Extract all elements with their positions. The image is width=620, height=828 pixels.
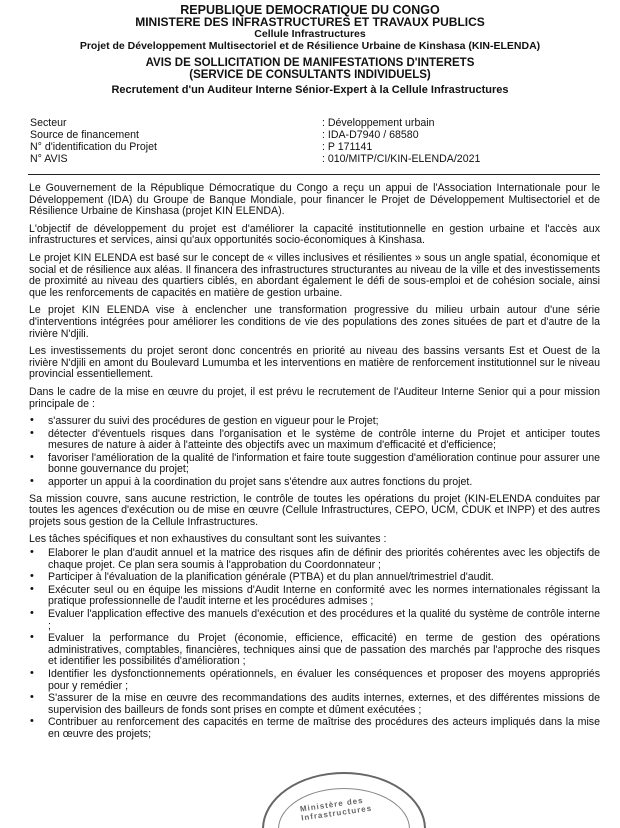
list-item-text: Participer à l'évaluation de la planification générale (PTBA) et du plan annuel/trimestriel d'audit.: [48, 571, 494, 584]
list-item: [29, 717, 600, 740]
list-item-text: Identifier les dysfonctionnements opérationnels, en évaluer les conséquences et proposer des moyens appropriés pour y remédier ;: [48, 667, 600, 692]
list-item: [29, 693, 600, 716]
bullet-icon: •: [30, 666, 34, 679]
paragraph-transformation: Le projet KIN ELENDA vise à enclencher une transformation progressive du milieu urbain autour d'une série d'interventions intégrées pour améliorer les conditions de vie des populations des zones situées de part et d'autre de la rivière N'djili.: [29, 304, 600, 340]
notice-body: [29, 183, 600, 746]
task-list: [29, 548, 600, 741]
list-item: [29, 416, 600, 428]
list-item: [29, 582, 600, 608]
sector-label: Secteur: [30, 117, 67, 129]
list-item: [29, 426, 600, 452]
paragraph-funding: Le Gouvernement de la République Démocratique du Congo a reçu un appui de l'Association Internationale pour le Développement (IDA) du Groupe de Banque Mondiale, pour financer le Projet de Développement Multisectoriel et de Résilience Urbaine de Kinshasa (projet KIN ELENDA).: [29, 182, 600, 218]
list-item: [29, 572, 600, 584]
list-item: [29, 666, 600, 692]
list-item-text: Exécuter seul ou en équipe les missions d'Audit Interne en conformité avec les normes internationales régissant la pratique professionnelle de l'audit interne et les procédures admises ;: [48, 583, 600, 608]
reference-values: [322, 117, 480, 165]
list-item-text: apporter un appui à la coordination du projet sans s'étendre aux autres fonctions du projet.: [48, 476, 473, 489]
notice-service-type: (SERVICE DE CONSULTANTS INDIVIDUELS): [189, 69, 431, 81]
stamp-text: Ministère des Infrastructures: [299, 795, 373, 823]
list-item: [29, 633, 600, 668]
bullet-icon: •: [30, 546, 34, 559]
bullet-icon: •: [30, 570, 34, 583]
paragraph-mission-intro: Dans le cadre de la mise en œuvre du projet, il est prévu le recrutement de l'Auditeur Interne Senior qui a pour mission principale de :: [29, 385, 600, 410]
bullet-icon: •: [30, 715, 34, 728]
paragraph-concept: Le projet KIN ELENDA est basé sur le concept de « villes inclusives et résilientes » sous un angle spatial, économique et social et de résilience aux aléas. Il financera des infrastructures structurantes au niveau de la ville et des investissements de proximité au niveau des quartiers ciblés, en abordant également le défi de sous-emploi et de cohésion sociale, ainsi que les renforcements de capacités en matière de gestion urbaine.: [29, 251, 600, 299]
reference-table: [0, 117, 620, 167]
list-item-text: favoriser l'amélioration de la qualité de l'information et faire toute suggestion d'amélioration continue pour assurer une bonne gouvernance du projet;: [48, 451, 600, 476]
paragraph-investments: Les investissements du projet seront donc concentrés en priorité au niveau des bassins versants Est et Ouest de la rivière N'djili en amont du Boulevard Lumumba et les interventions en matière de renforcement institutionnel sur le niveau provincial essentiellement.: [29, 345, 600, 381]
project-id-label: N° d'identification du Projet: [30, 141, 157, 153]
bullet-icon: •: [30, 631, 34, 644]
notice-title: AVIS DE SOLLICITATION DE MANIFESTATIONS D'INTERETS: [145, 57, 475, 69]
list-item-text: Evaluer la performance du Projet (économie, efficience, efficacité) en terme de gestion des opérations administratives, comptables, financières, techniques ainsi que de passation des marchés par l'approche des risques et identifier les possibilités d'amélioration ;: [48, 632, 600, 668]
bullet-icon: •: [30, 414, 34, 427]
list-item: [29, 548, 600, 571]
funding-source-value: : IDA-D7940 / 68580: [322, 129, 419, 141]
bullet-icon: •: [30, 607, 34, 619]
notice-title-block: [0, 57, 620, 97]
notice-subtitle: Recrutement d'un Auditeur Interne Sénior-Expert à la Cellule Infrastructures: [111, 84, 509, 96]
list-item: [29, 609, 600, 632]
paragraph-objective: L'objectif de développement du projet est d'améliorer la capacité institutionnelle en gestion urbaine et l'accès aux infrastructures et services, ainsi qu'aux opportunités socio-économiques à Kinshasa.: [29, 222, 600, 247]
list-item: [29, 450, 600, 476]
ministry-name: MINISTERE DES INFRASTRUCTURES ET TRAVAUX PUBLICS: [135, 15, 485, 29]
reference-labels: [30, 117, 157, 165]
bullet-icon: •: [30, 475, 34, 488]
paragraph-tasks-intro: Les tâches spécifiques et non exhaustives du consultant sont les suivantes :: [29, 533, 387, 546]
divider-line: [28, 174, 600, 175]
bullet-icon: •: [30, 426, 34, 439]
notice-number-value: : 010/MITP/CI/KIN-ELENDA/2021: [322, 153, 481, 165]
official-stamp: [262, 772, 426, 828]
funding-source-label: Source de financement: [30, 129, 139, 141]
bullet-icon: •: [30, 450, 34, 463]
paragraph-scope: Sa mission couvre, sans aucune restriction, le contrôle de toutes les opérations du projet (KIN-ELENDA conduites par toutes les agences d'exécution ou de mise en œuvre (Cellule Infrastructures, CEPO, UCM, CDUK et INPP) et des autres projets sous gestion de la Cellule Infrastructures.: [29, 492, 600, 528]
list-item-text: S'assurer de la mise en œuvre des recommandations des audits internes, externes, et des différentes missions de supervision des bailleurs de fonds sont prises en compte et dûment exécutées ;: [48, 692, 600, 716]
cell-name: Cellule Infrastructures: [254, 28, 366, 40]
mission-list: [29, 416, 600, 489]
sector-value: : Développement urbain: [322, 117, 435, 129]
project-name: Projet de Développement Multisectoriel et de Résilience Urbaine de Kinshasa (KIN-ELENDA): [79, 40, 541, 52]
letterhead: [0, 4, 620, 97]
country-name: REPUBLIQUE DEMOCRATIQUE DU CONGO: [180, 3, 440, 17]
list-item-text: Elaborer le plan d'audit annuel et la matrice des risques afin de définir des priorités cohérentes avec les objectifs de chaque projet. Ce plan sera soumis à l'approbation du Coordonnateur ;: [48, 547, 600, 571]
list-item-text: détecter d'éventuels risques dans l'organisation et le système de contrôle interne du Projet et anticiper toutes mesures de nature à aider à l'atteinte des objectifs avec un maximum d'efficacité et d'efficience;: [48, 427, 600, 452]
bullet-icon: •: [30, 582, 34, 595]
project-id-value: : P 171141: [322, 141, 373, 153]
list-item-text: Evaluer l'application effective des manuels d'exécution et des procédures et la qualité du système de contrôle interne ;: [48, 608, 600, 632]
notice-number-label: N° AVIS: [30, 153, 68, 165]
list-item-text: Contribuer au renforcement des capacités en terme de maîtrise des procédures des acteurs impliqués dans la mise en œuvre des projets;: [48, 716, 600, 740]
bullet-icon: •: [30, 691, 34, 704]
list-item: [29, 477, 600, 489]
list-item-text: s'assurer du suivi des procédures de gestion en vigueur pour le Projet;: [48, 415, 379, 428]
